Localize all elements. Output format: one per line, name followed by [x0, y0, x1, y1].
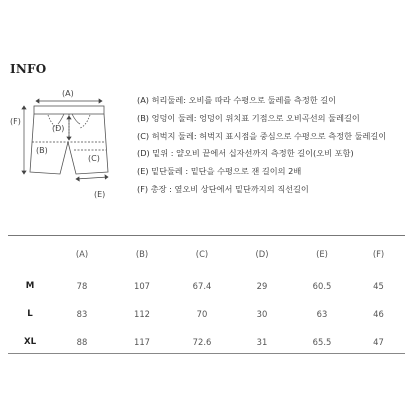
- size-label: M: [25, 281, 35, 291]
- measurement-descriptions: [137, 92, 405, 199]
- header-e: (E): [316, 249, 328, 259]
- table-cell: 29: [256, 281, 268, 291]
- description-b: (B) 엉덩이 둘레: 엉덩이 위치표 기점으로 오비곡선의 둘레길이: [137, 112, 360, 123]
- info-title: INFO: [10, 62, 47, 76]
- table-cell: 78: [76, 281, 88, 291]
- size-label: L: [27, 309, 33, 319]
- description-e: (E) 밑단둘레 : 밑단을 수평으로 잰 길이의 2배: [137, 166, 302, 177]
- table-cell: 72.6: [192, 337, 212, 347]
- size-label: XL: [23, 337, 37, 347]
- table-cell: 63: [316, 309, 328, 319]
- label-e: (E): [94, 190, 106, 199]
- table-cell: 117: [134, 337, 150, 347]
- label-b: (B): [36, 146, 48, 155]
- shorts-measurement-diagram: [8, 84, 132, 210]
- measure-a-arrow: [36, 99, 102, 103]
- measure-f-arrow: [22, 106, 26, 174]
- table-cell: 67.4: [192, 281, 212, 291]
- measure-d-arrow: [67, 116, 71, 140]
- table-cell: 112: [134, 309, 150, 319]
- description-d: (D) 밑위 : 얄오비 끝에서 십자선까지 측정한 길이(오비 포함): [137, 148, 354, 159]
- table-bottom-divider: [8, 353, 405, 354]
- table-cell: 70: [196, 309, 208, 319]
- table-cell: 46: [373, 309, 384, 319]
- header-size: [8, 236, 52, 272]
- label-d: (D): [52, 124, 65, 133]
- description-c: (C) 허벅지 둘레: 허벅지 표시점을 중심으로 수평으로 측정한 둘레길이: [137, 130, 387, 141]
- table-cell: 45: [373, 281, 384, 291]
- header-c: (C): [195, 249, 209, 259]
- description-f: (F) 총장 : 옆오비 상단에서 밑단까지의 직선길이: [137, 183, 309, 194]
- header-b: (B): [135, 249, 149, 259]
- table-row: [8, 328, 405, 356]
- label-c: (C): [88, 154, 100, 163]
- table-row: [8, 272, 405, 300]
- header-d: (D): [255, 249, 269, 259]
- size-table: [8, 236, 405, 356]
- label-f: (F): [10, 117, 21, 126]
- size-table-header: [8, 236, 405, 272]
- label-a: (A): [62, 89, 74, 98]
- table-cell: 107: [134, 281, 150, 291]
- table-cell: 88: [76, 337, 88, 347]
- table-cell: 83: [76, 309, 88, 319]
- header-f: (F): [372, 249, 385, 259]
- table-row: [8, 300, 405, 328]
- table-cell: 60.5: [312, 281, 332, 291]
- table-cell: 31: [256, 337, 268, 347]
- table-cell: 47: [373, 337, 384, 347]
- description-a: (A) 허리둘레: 오비를 따라 수평으로 둘레를 측정한 길이: [137, 95, 337, 105]
- table-cell: 65.5: [312, 337, 332, 347]
- table-cell: 30: [256, 309, 268, 319]
- measure-e-arrow: [76, 175, 108, 181]
- header-a: (A): [75, 249, 89, 259]
